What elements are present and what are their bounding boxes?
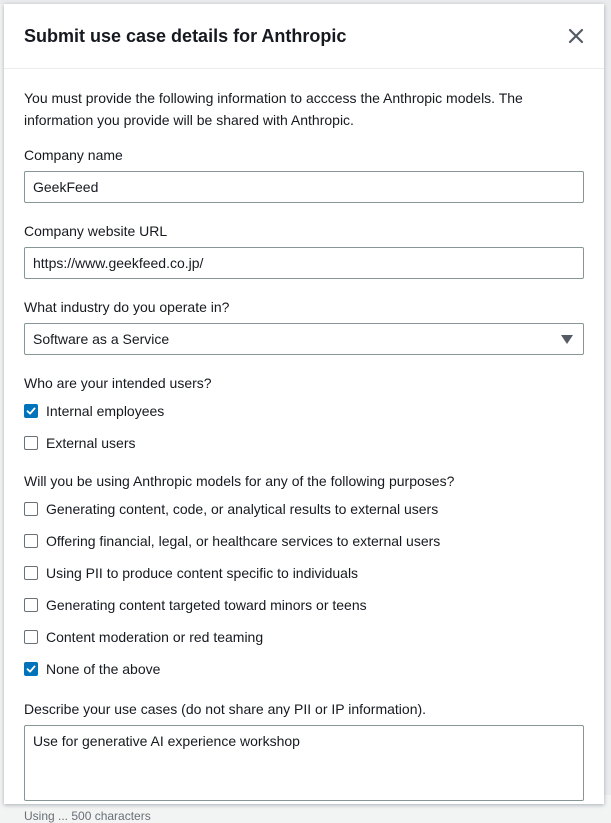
use-cases-textarea[interactable]: Use for generative AI experience workshop: [24, 725, 584, 801]
checkmark-icon: [26, 664, 36, 674]
caret-down-icon: [561, 335, 573, 344]
intended-users-option-1[interactable]: [24, 427, 584, 459]
checkbox-label: External users: [46, 435, 136, 451]
company-name-input[interactable]: GeekFeed: [24, 171, 584, 203]
checkbox-label: Content moderation or red teaming: [46, 629, 264, 645]
checkmark-icon: [26, 406, 36, 416]
modal-title: Submit use case details for Anthropic: [24, 26, 347, 46]
company-website-input[interactable]: https://www.geekfeed.co.jp/: [24, 247, 584, 279]
close-button[interactable]: [564, 24, 588, 48]
purposes-group: [24, 493, 584, 685]
industry-selected-value: Software as a Service: [33, 331, 170, 347]
checkbox[interactable]: [24, 404, 38, 418]
checkbox-label: Using PII to produce content specific to individuals: [46, 565, 359, 581]
checkbox[interactable]: [24, 436, 38, 450]
modal-header: [4, 4, 604, 69]
intended-users-option-0[interactable]: [24, 395, 584, 427]
purpose-option-5[interactable]: [24, 653, 584, 685]
checkbox[interactable]: [24, 630, 38, 644]
modal-body: [4, 69, 604, 823]
purpose-option-2[interactable]: [24, 557, 584, 589]
close-icon[interactable]: [568, 28, 584, 44]
checkbox-label: Generating content, code, or analytical results to external users: [46, 501, 439, 517]
checkbox[interactable]: [24, 534, 38, 548]
company-website-label: Company website URL: [24, 223, 168, 239]
checkbox[interactable]: [24, 566, 38, 580]
checkbox[interactable]: [24, 502, 38, 516]
intended-users-label: Who are your intended users?: [24, 375, 212, 391]
use-cases-label: Describe your use cases (do not share any PII or IP information).: [24, 701, 427, 717]
intended-users-group: [24, 395, 584, 459]
character-counter: Using ... 500 characters: [24, 809, 151, 823]
purposes-label: Will you be using Anthropic models for any of the following purposes?: [24, 473, 455, 489]
purpose-option-0[interactable]: [24, 493, 584, 525]
industry-label: What industry do you operate in?: [24, 299, 230, 315]
purpose-option-4[interactable]: [24, 621, 584, 653]
checkbox-label: Internal employees: [46, 403, 165, 419]
use-case-modal: [4, 4, 604, 823]
checkbox-label: Offering financial, legal, or healthcare services to external users: [46, 533, 441, 549]
checkbox[interactable]: [24, 662, 38, 676]
checkbox-label: None of the above: [46, 661, 161, 677]
company-name-label: Company name: [24, 147, 123, 163]
checkbox[interactable]: [24, 598, 38, 612]
industry-select[interactable]: [24, 323, 584, 355]
checkbox-label: Generating content targeted toward minors or teens: [46, 597, 367, 613]
intro-text: You must provide the following information to acccess the Anthropic models. The information you provide will be shared with Anthropic.: [24, 90, 523, 128]
purpose-option-3[interactable]: [24, 589, 584, 621]
purpose-option-1[interactable]: [24, 525, 584, 557]
